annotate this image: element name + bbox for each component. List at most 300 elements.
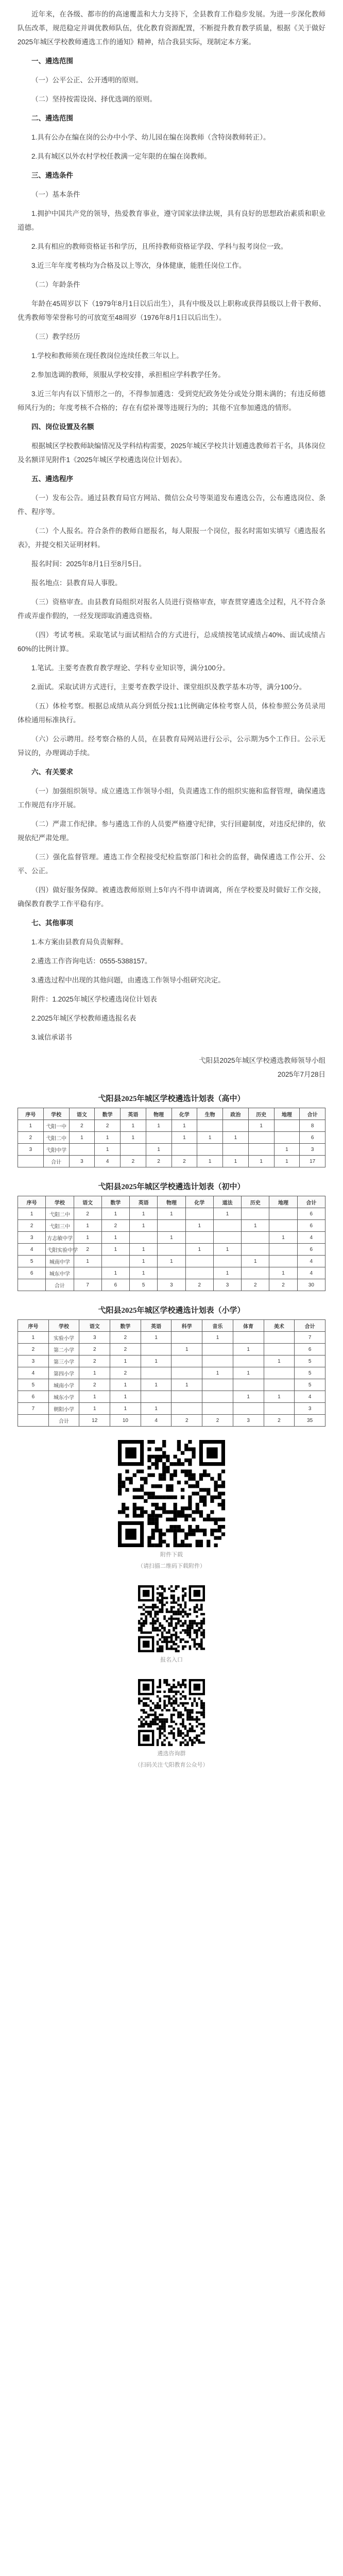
table-cell: 35 <box>295 1415 325 1427</box>
table-cell: 1 <box>141 1355 172 1367</box>
table-cell: 2 <box>146 1156 172 1167</box>
table-cell: 4 <box>297 1232 325 1244</box>
paragraph: 2.具有城区以外农村学校任教满一定年限的在编在岗教师。 <box>31 152 211 160</box>
table-header-cell: 美术 <box>264 1320 295 1332</box>
table-header-cell: 音乐 <box>202 1320 233 1332</box>
table-cell: 1 <box>248 1156 274 1167</box>
plan-tables <box>0 1081 343 1427</box>
table-header-cell: 英语 <box>130 1196 158 1208</box>
table-cell: 12 <box>79 1415 110 1427</box>
section-heading: 七、其他事项 <box>31 919 73 927</box>
paragraph: 1.拥护中国共产党的领导，热爱教育事业，遵守国家法律法规，具有良好的思想政治素质和职业道德。 <box>18 210 325 231</box>
table-cell <box>74 1267 101 1279</box>
table-cell <box>248 1144 274 1156</box>
table-cell: 2 <box>74 1208 101 1220</box>
table-cell: 1 <box>130 1267 158 1279</box>
table-row <box>18 1403 325 1415</box>
signature-block <box>18 1054 325 1081</box>
table-cell: 1 <box>233 1367 264 1379</box>
table-title: 弋阳县2025年城区学校遴选计划表（高中） <box>98 1095 245 1103</box>
table-cell <box>242 1208 269 1220</box>
table-row <box>18 1344 325 1355</box>
paragraph: （二）年龄条件 <box>31 281 80 289</box>
table-cell: 弋阳二中 <box>43 1132 69 1144</box>
paragraph: （二）坚持按需设岗、择优选调的原则。 <box>31 95 157 103</box>
table-cell: 1 <box>269 1267 297 1279</box>
table-row <box>18 1415 325 1427</box>
table-cell: 5 <box>295 1379 325 1391</box>
table-cell: 6 <box>297 1208 325 1220</box>
table-cell: 4 <box>18 1367 49 1379</box>
table-cell: 1 <box>185 1220 213 1232</box>
table-cell: 7 <box>18 1403 49 1415</box>
table-cell <box>185 1267 213 1279</box>
table-cell: 4 <box>18 1244 46 1256</box>
table-header-cell: 数学 <box>101 1196 129 1208</box>
table-cell <box>223 1144 249 1156</box>
table-cell: 1 <box>242 1256 269 1267</box>
table-cell <box>158 1220 185 1232</box>
table-cell <box>213 1220 241 1232</box>
table-cell: 17 <box>300 1156 325 1167</box>
table-cell: 2 <box>95 1120 121 1132</box>
paragraph: 年龄在45周岁以下（1979年8月1日以后出生），具有中级及以上职称或获得县级以上骨干教师、优秀教师等荣誉称号的可放宽至48周岁（1976年8月1日以后出生）。 <box>18 300 325 321</box>
table-cell: 1 <box>172 1379 202 1391</box>
table-cell <box>172 1355 202 1367</box>
section-heading: 六、有关要求 <box>31 768 73 776</box>
table-row <box>18 1379 325 1391</box>
table-cell <box>223 1120 249 1132</box>
table-cell: 6 <box>297 1244 325 1256</box>
table-cell <box>185 1232 213 1244</box>
signature-date: 2025年7月28日 <box>277 1071 325 1078</box>
table-cell: 1 <box>74 1220 101 1232</box>
table-row <box>18 1355 325 1367</box>
table-cell: 1 <box>130 1244 158 1256</box>
table-cell: 6 <box>101 1279 129 1291</box>
table-row <box>18 1208 325 1220</box>
table-cell: 1 <box>185 1244 213 1256</box>
table-cell: 5 <box>18 1256 46 1267</box>
table-cell <box>264 1379 295 1391</box>
table-cell: 2 <box>79 1344 110 1355</box>
table-cell: 6 <box>295 1344 325 1355</box>
table-header-cell: 数学 <box>95 1108 121 1120</box>
table-cell: 1 <box>264 1355 295 1367</box>
table-cell: 1 <box>223 1132 249 1144</box>
table-cell <box>146 1132 172 1144</box>
table-title: 弋阳县2025年城区学校遴选计划表（小学） <box>98 1307 245 1315</box>
table-cell <box>158 1244 185 1256</box>
table-cell: 1 <box>172 1132 197 1144</box>
article-body <box>0 0 343 1081</box>
table-row <box>18 1144 325 1156</box>
table-cell: 1 <box>110 1355 141 1367</box>
table-cell: 5 <box>295 1367 325 1379</box>
table-cell: 1 <box>18 1332 49 1344</box>
table-cell: 5 <box>130 1279 158 1291</box>
paragraph: （一）发布公告。通过县教育局官方网站、微信公众号等渠道发布遴选公告，公布遴选岗位、条件、程序等。 <box>18 494 325 516</box>
table-cell <box>18 1156 44 1167</box>
table-cell: 3 <box>158 1279 185 1291</box>
paragraph: （二）严肃工作纪律。参与遴选工作的人员要严格遵守纪律，实行回避制度，对违反纪律的，依规依纪严肃处理。 <box>18 820 325 842</box>
table-cell: 6 <box>18 1267 46 1279</box>
table-cell: 1 <box>74 1232 101 1244</box>
paragraph: 2.参加选调的教师，须服从学校安排，承担相应学科教学任务。 <box>31 371 225 379</box>
table-cell: 8 <box>300 1120 325 1132</box>
table-cell <box>172 1403 202 1415</box>
table-cell: 1 <box>197 1156 223 1167</box>
table-cell <box>202 1403 233 1415</box>
plan-table <box>18 1108 325 1167</box>
table-cell: 弋阳实验中学 <box>46 1244 74 1256</box>
paragraph: 2.面试。采取试讲方式进行，主要考查教学设计、课堂组织及教学基本功等，满分100分。 <box>31 683 306 691</box>
table-header-cell: 序号 <box>18 1196 46 1208</box>
plan-table <box>18 1196 325 1291</box>
paragraph: （三）资格审查。由县教育局组织对报名人员进行资格审查，审查贯穿遴选全过程，凡不符合条件或弄虚作假的，一经发现即取消遴选资格。 <box>18 598 325 620</box>
paragraph: 2.遴选工作咨询电话：0555-5388157。 <box>31 957 152 965</box>
table-cell: 3 <box>18 1232 46 1244</box>
table-cell: 2 <box>18 1344 49 1355</box>
table-header-cell: 学校 <box>48 1320 79 1332</box>
table-cell: 城东小学 <box>48 1391 79 1403</box>
table-cell <box>172 1144 197 1156</box>
paragraph: （一）基本条件 <box>31 191 80 198</box>
table-cell: 2 <box>18 1132 44 1144</box>
paragraph: （四）考试考核。采取笔试与面试相结合的方式进行，总成绩按笔试成绩占40%、面试成绩占60%的比例计算。 <box>18 631 325 653</box>
table-cell: 3 <box>79 1332 110 1344</box>
table-cell <box>185 1256 213 1267</box>
paragraph: （四）做好服务保障。被遴选教师原则上5年内不得申请调离，所在学校要及时做好工作交接，确保教育教学工作平稳有序。 <box>18 886 325 908</box>
paragraph: 2.具有相应的教师资格证书和学历，且所持教师资格证学段、学科与报考岗位一致。 <box>31 243 288 250</box>
paragraph: 1.具有公办在编在岗的公办中小学、幼儿园在编在岗教师（含特岗教师转正）。 <box>31 133 270 141</box>
table-cell: 1 <box>223 1156 249 1167</box>
table-cell <box>269 1244 297 1256</box>
table-cell: 2 <box>264 1415 295 1427</box>
table-cell <box>202 1391 233 1403</box>
table-cell: 合计 <box>43 1156 69 1167</box>
table-cell: 2 <box>101 1220 129 1232</box>
table-cell: 2 <box>172 1156 197 1167</box>
table-cell: 4 <box>295 1391 325 1403</box>
table-cell: 1 <box>130 1256 158 1267</box>
table-cell: 2 <box>121 1156 146 1167</box>
table-header-cell: 历史 <box>248 1108 274 1120</box>
table-cell: 1 <box>269 1232 297 1244</box>
table-cell: 2 <box>18 1220 46 1232</box>
table-cell <box>233 1332 264 1344</box>
table-row <box>18 1156 325 1167</box>
table-cell: 1 <box>18 1120 44 1132</box>
section-heading: 二、遴选范围 <box>31 114 73 122</box>
table-row <box>18 1332 325 1344</box>
table-cell <box>242 1232 269 1244</box>
table-cell: 朝阳小学 <box>48 1403 79 1415</box>
table-cell <box>274 1132 300 1144</box>
table-cell: 30 <box>297 1279 325 1291</box>
qr-code-icon[interactable] <box>118 1440 225 1547</box>
table-cell: 1 <box>110 1379 141 1391</box>
table-row <box>18 1244 325 1256</box>
table-cell: 3 <box>233 1415 264 1427</box>
qr-label: 报名入口 <box>160 1657 183 1663</box>
table-cell <box>141 1367 172 1379</box>
table-header-cell: 物理 <box>146 1108 172 1120</box>
paragraph: （一）加强组织领导。成立遴选工作领导小组，负责遴选工作的组织实施和监督管理，确保遴选工作规范有序开展。 <box>18 787 325 809</box>
table-cell: 1 <box>158 1208 185 1220</box>
table-cell <box>264 1344 295 1355</box>
paragraph: 3.近三年年度考核均为合格及以上等次，身体健康，能胜任岗位工作。 <box>31 262 246 269</box>
table-cell <box>242 1244 269 1256</box>
table-cell <box>69 1144 95 1156</box>
table-cell: 1 <box>79 1367 110 1379</box>
table-cell <box>264 1332 295 1344</box>
table-cell: 5 <box>295 1355 325 1367</box>
table-cell: 1 <box>274 1156 300 1167</box>
table-cell: 1 <box>74 1256 101 1267</box>
table-cell <box>185 1208 213 1220</box>
table-cell: 1 <box>172 1120 197 1132</box>
table-cell: 2 <box>172 1415 202 1427</box>
table-cell: 4 <box>95 1156 121 1167</box>
table-cell: 城南小学 <box>48 1379 79 1391</box>
table-cell <box>172 1367 202 1379</box>
table-cell: 1 <box>110 1403 141 1415</box>
paragraph: 1.笔试。主要考查教育教学理论、学科专业知识等，满分100分。 <box>31 664 230 672</box>
table-cell: 1 <box>101 1267 129 1279</box>
table-cell: 5 <box>18 1379 49 1391</box>
table-header-cell: 生物 <box>197 1108 223 1120</box>
paragraph: （二）个人报名。符合条件的教师自愿报名，每人限报一个岗位，报名时需如实填写《遴选报名表》，并提交相关证明材料。 <box>18 527 325 549</box>
table-header-cell: 序号 <box>18 1108 44 1120</box>
table-cell: 3 <box>213 1279 241 1291</box>
table-cell <box>202 1355 233 1367</box>
table-cell: 1 <box>95 1132 121 1144</box>
paragraph: 近年来，在各级、都市的的高速覆盖和大力支持下，全县教育工作稳步发展。为进一步深化教师队伍改革，规范稳定并调优教师队伍，优化教育资源配置，不断提升教育教学质量，根据《关于做好2025年城区学校教师遴选工作的通知》精神，结合我县实际，现制定本方案。 <box>18 10 325 46</box>
table-cell: 1 <box>110 1391 141 1403</box>
paragraph: 根据城区学校教师缺编情况及学科结构需要，2025年城区学校共计划遴选教师若干名，具体岗位及名额详见附件1《2025年城区学校遴选岗位计划表》。 <box>18 442 325 464</box>
table-header-cell: 语文 <box>69 1108 95 1120</box>
qr-block <box>0 1585 343 1664</box>
table-header-cell: 体育 <box>233 1320 264 1332</box>
table-cell: 4 <box>297 1256 325 1267</box>
table-title: 弋阳县2025年城区学校遴选计划表（初中） <box>98 1183 245 1191</box>
table-header-cell: 序号 <box>18 1320 49 1332</box>
table-header-cell: 地理 <box>274 1108 300 1120</box>
table-header-cell: 化学 <box>172 1108 197 1120</box>
table-cell: 3 <box>295 1403 325 1415</box>
table-cell: 2 <box>110 1367 141 1379</box>
table-cell: 1 <box>202 1332 233 1344</box>
qr-code-icon[interactable] <box>138 1679 205 1746</box>
table-cell: 弋阳一中 <box>43 1120 69 1132</box>
qr-area <box>0 1440 343 1769</box>
table-cell: 方志敏中学 <box>46 1232 74 1244</box>
note-text: （请扫描二维码下载附件） <box>138 1563 205 1569</box>
table-cell <box>269 1256 297 1267</box>
table-cell <box>141 1344 172 1355</box>
table-cell <box>202 1379 233 1391</box>
note-text: （扫码关注弋阳教育公众号） <box>134 1762 209 1768</box>
table-cell: 第三小学 <box>48 1355 79 1367</box>
paragraph: （三）强化监督管理。遴选工作全程接受纪检监察部门和社会的监督，确保遴选工作公开、公平、公正。 <box>18 853 325 875</box>
table-cell: 2 <box>74 1244 101 1256</box>
table-header-cell: 历史 <box>242 1196 269 1208</box>
table-cell <box>233 1379 264 1391</box>
table-cell <box>233 1403 264 1415</box>
table-cell: 1 <box>202 1367 233 1379</box>
table-cell: 1 <box>146 1144 172 1156</box>
paragraph: 附件：1.2025年城区学校遴选岗位计划表 <box>31 995 157 1003</box>
table-header-cell: 科学 <box>172 1320 202 1332</box>
table-cell: 1 <box>130 1220 158 1232</box>
table-header-cell: 政治 <box>223 1108 249 1120</box>
table-cell: 4 <box>297 1267 325 1279</box>
table-row <box>18 1232 325 1244</box>
table-cell: 1 <box>101 1208 129 1220</box>
table-cell: 2 <box>242 1279 269 1291</box>
table-cell <box>269 1220 297 1232</box>
table-cell: 2 <box>79 1379 110 1391</box>
table-cell: 1 <box>172 1344 202 1355</box>
table-cell: 4 <box>141 1415 172 1427</box>
table-cell <box>197 1144 223 1156</box>
table-cell <box>197 1120 223 1132</box>
qr-label: 遴选咨询群 <box>157 1751 186 1757</box>
table-cell: 1 <box>141 1332 172 1344</box>
table-header-cell: 学校 <box>43 1108 69 1120</box>
table-cell: 1 <box>264 1391 295 1403</box>
table-header-cell: 化学 <box>185 1196 213 1208</box>
table-cell: 7 <box>295 1332 325 1344</box>
table-header-cell: 合计 <box>297 1196 325 1208</box>
table-cell: 弋阳中学 <box>43 1144 69 1156</box>
table-cell: 2 <box>202 1415 233 1427</box>
qr-block <box>0 1440 343 1570</box>
table-header-row <box>18 1196 325 1208</box>
table-cell <box>213 1232 241 1244</box>
table-header-cell: 数学 <box>110 1320 141 1332</box>
table-cell: 1 <box>213 1208 241 1220</box>
table-cell: 1 <box>130 1208 158 1220</box>
table-cell <box>172 1332 202 1344</box>
paragraph: （一）公平公正、公开透明的原则。 <box>31 76 143 84</box>
table-cell <box>130 1232 158 1244</box>
table-cell: 3 <box>69 1156 95 1167</box>
table-cell <box>158 1267 185 1279</box>
table-cell: 7 <box>74 1279 101 1291</box>
table-cell: 1 <box>121 1120 146 1132</box>
paragraph: 3.近三年内有以下情形之一的，不得参加遴选：受到党纪政务处分或处分期未满的；有违反师德师风行为的；年度考核不合格的；存在有偿补课等违规行为的；其他不宜参加遴选的情形。 <box>18 390 325 412</box>
table-cell: 3 <box>18 1355 49 1367</box>
table-header-cell: 道法 <box>213 1196 241 1208</box>
table-cell: 1 <box>248 1120 274 1132</box>
table-cell <box>172 1391 202 1403</box>
table-cell: 2 <box>69 1120 95 1132</box>
table-row <box>18 1220 325 1232</box>
table-cell: 2 <box>185 1279 213 1291</box>
table-row <box>18 1391 325 1403</box>
table-cell: 1 <box>197 1132 223 1144</box>
table-header-cell: 语文 <box>79 1320 110 1332</box>
table-cell <box>101 1256 129 1267</box>
table-cell: 1 <box>95 1144 121 1156</box>
paragraph: 1.本方案由县教育局负责解释。 <box>31 938 128 946</box>
table-cell: 2 <box>110 1344 141 1355</box>
table-cell: 合计 <box>48 1415 79 1427</box>
table-cell <box>248 1132 274 1144</box>
table-cell: 1 <box>158 1256 185 1267</box>
table-cell: 1 <box>146 1120 172 1132</box>
table-cell: 合计 <box>46 1279 74 1291</box>
table-cell: 2 <box>269 1279 297 1291</box>
table-cell <box>233 1355 264 1367</box>
table-cell: 1 <box>233 1391 264 1403</box>
table-cell <box>121 1144 146 1156</box>
table-cell: 1 <box>213 1244 241 1256</box>
signature-org: 弋阳县2025年城区学校遴选教师领导小组 <box>198 1057 325 1064</box>
plan-table <box>18 1319 325 1427</box>
table-cell <box>213 1256 241 1267</box>
table-header-row <box>18 1108 325 1120</box>
paragraph: （六）公示聘用。经考察合格的人员，在县教育局网站进行公示，公示期为5个工作日。公示无异议的，办理调动手续。 <box>18 735 325 757</box>
table-header-cell: 地理 <box>269 1196 297 1208</box>
table-row <box>18 1256 325 1267</box>
table-row <box>18 1267 325 1279</box>
paragraph: 1.学校和教师须在现任教岗位连续任教三年以上。 <box>31 352 183 360</box>
table-cell: 弋阳三中 <box>46 1220 74 1232</box>
section-heading: 一、遴选范围 <box>31 57 73 65</box>
paragraph: 报名地点：县教育局人事股。 <box>31 579 122 587</box>
table-cell: 1 <box>101 1244 129 1256</box>
table-cell: 3 <box>300 1144 325 1156</box>
table-row <box>18 1132 325 1144</box>
table-cell: 2 <box>110 1332 141 1344</box>
table-row <box>18 1279 325 1291</box>
section-heading: 五、遴选程序 <box>31 475 73 483</box>
table-header-cell: 合计 <box>300 1108 325 1120</box>
paragraph: （三）教学经历 <box>31 333 80 341</box>
section-heading: 三、遴选条件 <box>31 172 73 179</box>
table-cell: 1 <box>141 1379 172 1391</box>
table-cell: 6 <box>18 1391 49 1403</box>
table-cell <box>18 1415 49 1427</box>
table-cell: 1 <box>69 1132 95 1144</box>
paragraph: 3.诚信承诺书 <box>31 1033 72 1041</box>
table-cell: 2 <box>79 1355 110 1367</box>
table-cell: 第二小学 <box>48 1344 79 1355</box>
table-cell: 1 <box>101 1232 129 1244</box>
table-header-cell: 物理 <box>158 1196 185 1208</box>
table-cell: 1 <box>79 1403 110 1415</box>
table-cell: 1 <box>158 1232 185 1244</box>
table-cell: 实验小学 <box>48 1332 79 1344</box>
table-cell: 6 <box>300 1132 325 1144</box>
table-cell <box>242 1267 269 1279</box>
table-header-row <box>18 1320 325 1332</box>
paragraph: （五）体检考察。根据总成绩从高分到低分按1:1比例确定体检考察人员，体检参照公务员录用体检通用标准执行。 <box>18 702 325 724</box>
paragraph: 3.遴选过程中出现的其他问题，由遴选工作领导小组研究决定。 <box>31 976 225 984</box>
table-row <box>18 1367 325 1379</box>
qr-code-icon[interactable] <box>138 1585 205 1652</box>
table-cell: 1 <box>121 1132 146 1144</box>
table-cell <box>264 1367 295 1379</box>
paragraph: 2.2025年城区学校教师遴选报名表 <box>31 1014 136 1022</box>
table-cell: 1 <box>79 1391 110 1403</box>
table-cell: 1 <box>213 1267 241 1279</box>
section-heading: 四、岗位设置及名额 <box>31 423 94 431</box>
table-cell <box>18 1279 46 1291</box>
